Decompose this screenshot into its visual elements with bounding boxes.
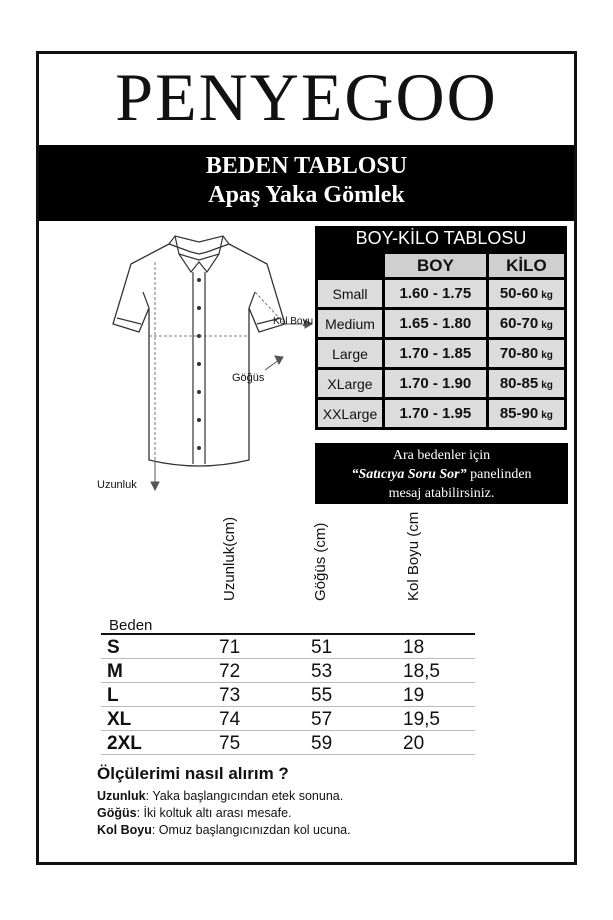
row-kilo	[489, 400, 564, 427]
cell-kol: 18,5	[403, 661, 440, 682]
row-kilo-value: 80-85	[499, 375, 539, 392]
guide-question: Ölçülerimi nasıl alırım ?	[97, 764, 289, 783]
cell-gogus: 53	[311, 661, 333, 682]
label-uzunluk: Uzunluk	[97, 479, 137, 491]
cell-size: L	[107, 685, 119, 706]
row-size: Small	[318, 280, 382, 307]
unit-kg: kg	[541, 410, 553, 421]
cell-gogus: 55	[311, 685, 333, 706]
unit-kg: kg	[541, 350, 553, 361]
title-banner	[39, 145, 574, 221]
guide-term: Göğüs	[97, 806, 137, 820]
table-row	[101, 633, 475, 659]
row-size: Medium	[318, 310, 382, 337]
row-boy: 1.70 - 1.85	[385, 340, 486, 367]
header-kol-cell	[405, 506, 429, 618]
row-boy: 1.70 - 1.90	[385, 370, 486, 397]
header-kilo: KİLO	[489, 254, 564, 277]
row-kilo	[489, 310, 564, 337]
cell-size: 2XL	[107, 733, 142, 754]
boy-kilo-row	[318, 400, 564, 427]
header-kol-boyu: Kol Boyu (cm	[405, 511, 422, 601]
guide-term: Kol Boyu	[97, 823, 152, 837]
header-gogus: Göğüs (cm)	[312, 522, 329, 601]
cell-gogus: 51	[311, 637, 333, 658]
row-boy: 1.60 - 1.75	[385, 280, 486, 307]
row-kilo-value: 60-70	[499, 315, 539, 332]
guide-item	[97, 823, 351, 837]
brand-logo: PENYEGOO	[115, 59, 498, 135]
row-kilo-value: 70-80	[499, 345, 539, 362]
guide-item	[97, 806, 351, 820]
intermediate-size-note	[315, 443, 568, 504]
row-size: XXLarge	[318, 400, 382, 427]
row-kilo-value: 85-90	[499, 405, 539, 422]
boy-kilo-row	[318, 340, 564, 367]
cell-size: M	[107, 661, 123, 682]
note-line2	[315, 465, 568, 484]
measure-guide	[97, 764, 351, 840]
boy-kilo-table	[315, 226, 567, 430]
row-kilo	[489, 370, 564, 397]
guide-desc: : İki koltuk altı arası mesafe.	[136, 806, 292, 820]
label-gogus: Göğüs	[232, 372, 265, 384]
boy-kilo-title: BOY-KİLO TABLOSU	[315, 226, 567, 251]
row-kilo	[489, 340, 564, 367]
cell-uzunluk: 73	[219, 685, 241, 706]
boy-kilo-row	[318, 370, 564, 397]
header-blank	[318, 254, 382, 277]
cell-kol: 18	[403, 637, 425, 658]
note-highlight: “Satıcıya Soru Sor”	[351, 467, 467, 482]
size-chart-frame	[36, 51, 577, 865]
label-kol-boyu: Kol Boyu	[273, 316, 314, 327]
cell-kol: 19	[403, 685, 425, 706]
row-size: Large	[318, 340, 382, 367]
guide-term: Uzunluk	[97, 789, 146, 803]
cell-kol: 20	[403, 733, 425, 754]
cell-size: S	[107, 637, 120, 658]
row-kilo	[489, 280, 564, 307]
cell-uzunluk: 72	[219, 661, 241, 682]
note-line1: Ara bedenler için	[392, 448, 491, 463]
cell-uzunluk: 74	[219, 709, 241, 730]
cell-uzunluk: 75	[219, 733, 241, 754]
guide-item	[97, 789, 351, 803]
header-beden: Beden	[109, 617, 153, 634]
size-table	[101, 633, 475, 755]
cell-gogus: 59	[311, 733, 333, 754]
header-uzunluk: Uzunluk(cm)	[221, 516, 238, 601]
unit-kg: kg	[541, 320, 553, 331]
header-gogus-cell	[312, 506, 336, 618]
guide-desc: : Omuz başlangıcınızdan kol ucuna.	[151, 823, 351, 837]
note-line2-rest: panelinden	[466, 467, 532, 482]
row-boy: 1.65 - 1.80	[385, 310, 486, 337]
table-row	[101, 659, 475, 683]
cell-gogus: 57	[311, 709, 333, 730]
unit-kg: kg	[541, 290, 553, 301]
row-size: XLarge	[318, 370, 382, 397]
cell-kol: 19,5	[403, 709, 440, 730]
table-row	[101, 707, 475, 731]
header-uzunluk-cell	[221, 506, 245, 618]
header-boy: BOY	[385, 254, 486, 277]
row-boy: 1.70 - 1.95	[385, 400, 486, 427]
banner-subtitle: Apaş Yaka Gömlek	[208, 182, 405, 208]
table-row	[101, 683, 475, 707]
boy-kilo-row	[318, 310, 564, 337]
cell-uzunluk: 71	[219, 637, 241, 658]
unit-kg: kg	[541, 380, 553, 391]
cell-size: XL	[107, 709, 132, 730]
guide-desc: : Yaka başlangıcından etek sonuna.	[145, 789, 344, 803]
row-kilo-value: 50-60	[499, 285, 539, 302]
banner-title: BEDEN TABLOSU	[205, 153, 408, 179]
note-line3: mesaj atabilirsiniz.	[388, 486, 495, 501]
shirt-diagram	[79, 232, 339, 494]
table-row	[101, 731, 475, 755]
boy-kilo-row	[318, 280, 564, 307]
